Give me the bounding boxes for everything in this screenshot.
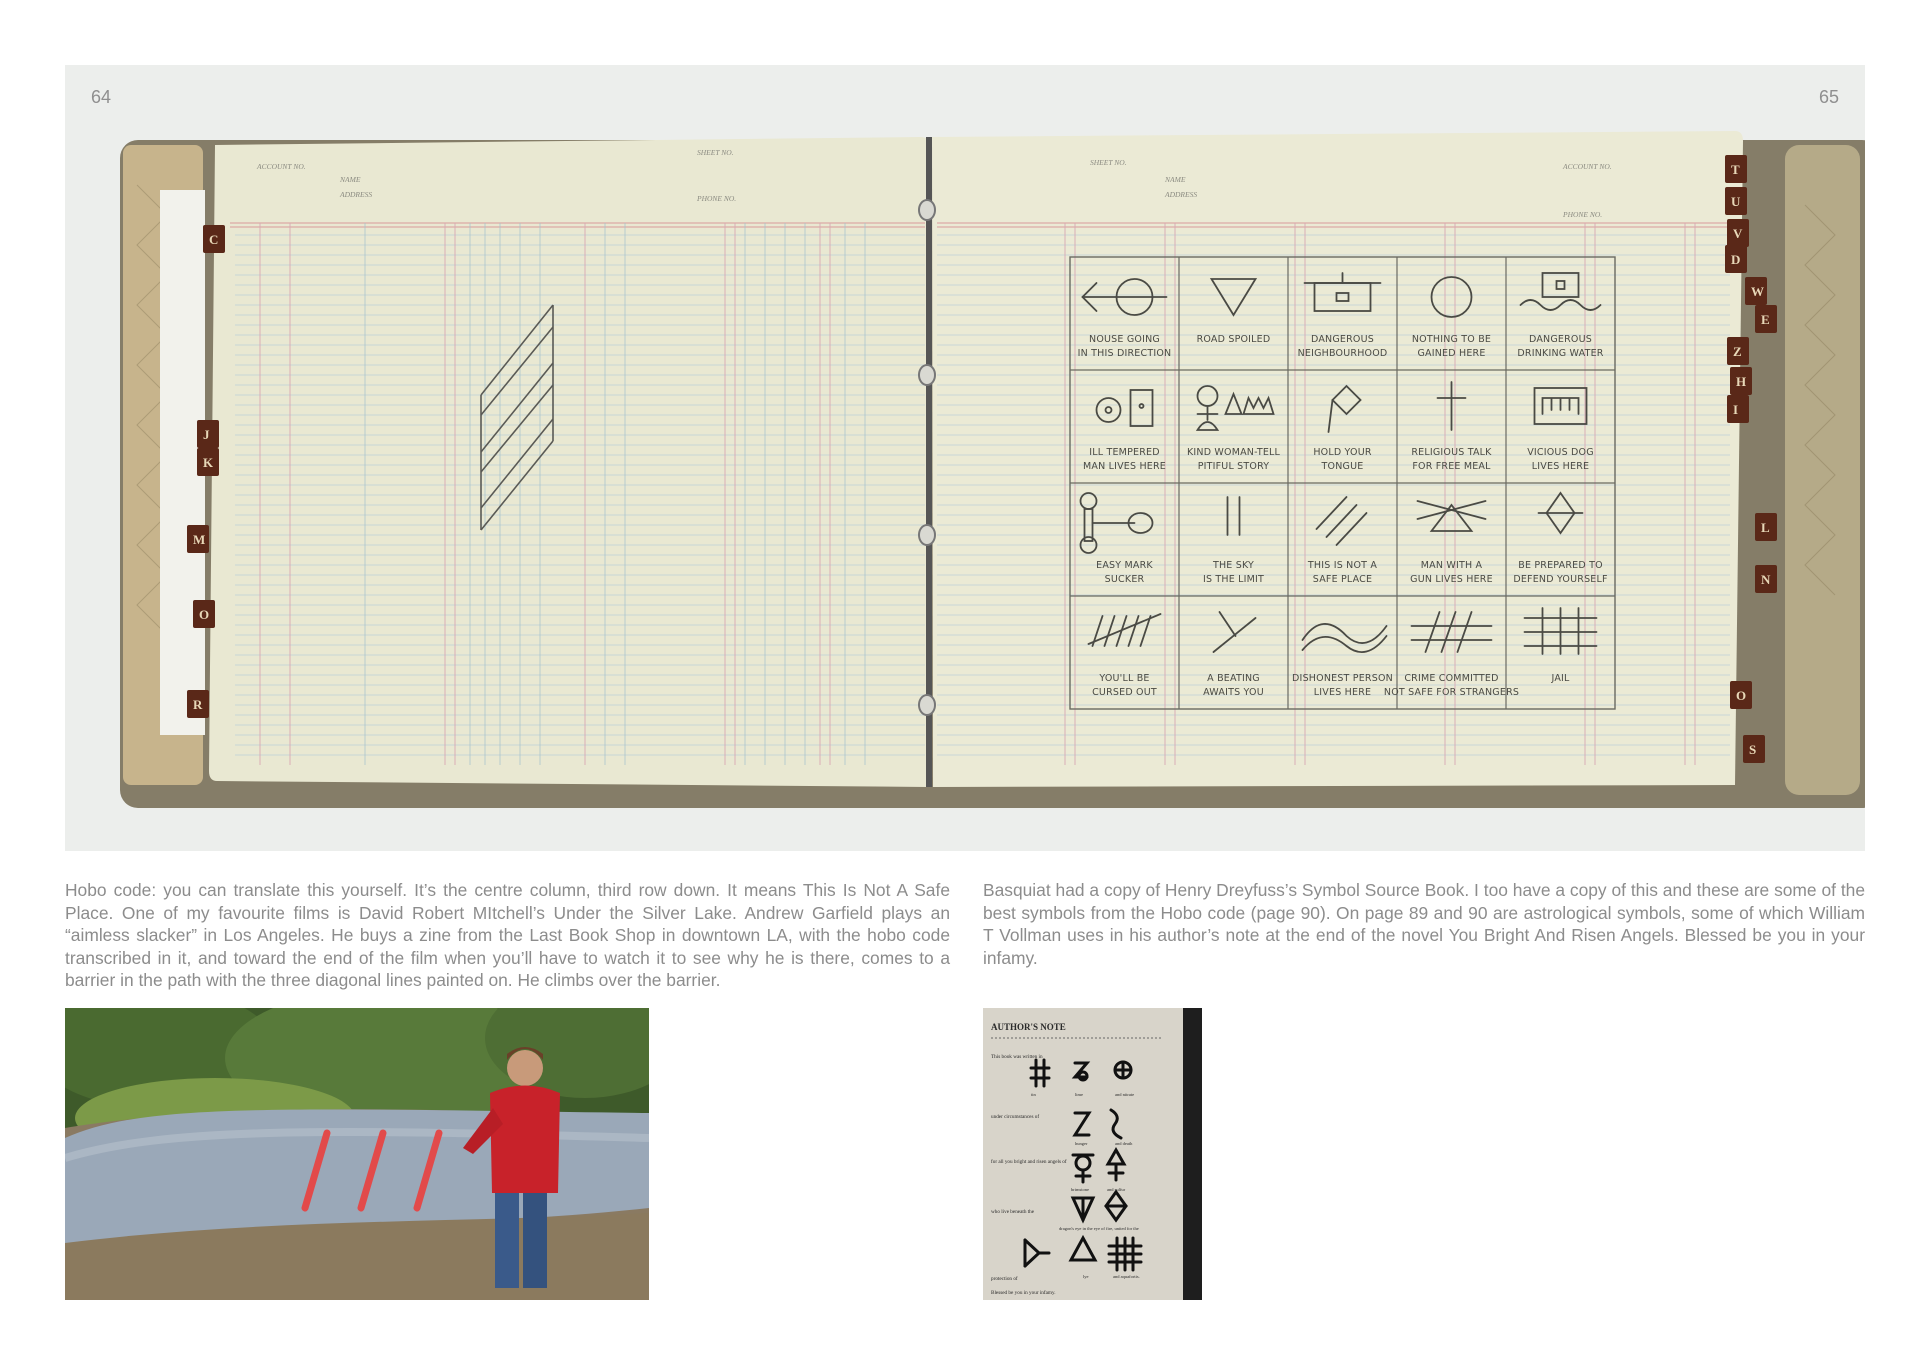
symbol-label-line2: DEFEND YOURSELF (1513, 574, 1608, 585)
symbol-label-line2: FOR FREE MEAL (1412, 461, 1491, 472)
symbol-label-line1: RELIGIOUS TALK (1411, 447, 1492, 458)
glyph-label-aquafortis: and aquafortis. (1113, 1274, 1140, 1279)
symbol-label-line2: LIVES HERE (1313, 687, 1372, 698)
glyph-label-tin: tin (1031, 1092, 1036, 1097)
tab-letter: C (209, 232, 219, 247)
index-tab (193, 600, 215, 628)
index-tab (1730, 681, 1752, 709)
symbol-label-line2: MAN LIVES HERE (1082, 461, 1167, 472)
note-line-1: This book was written in (991, 1054, 1043, 1060)
symbol-label-line2: TONGUE (1321, 461, 1364, 472)
index-tab (1755, 305, 1777, 333)
symbol-label-line1: DANGEROUS (1311, 334, 1374, 345)
symbol-label-line2: LIVES HERE (1531, 461, 1590, 472)
left-sheet-label: SHEET NO. (697, 148, 734, 157)
symbol-label-line2: NOT SAFE FOR STRANGERS (1383, 687, 1520, 698)
page-number-right: 65 (1818, 87, 1839, 107)
tab-letter: D (1731, 252, 1741, 267)
tab-letter: I (1733, 402, 1739, 417)
symbol-label-line2: GUN LIVES HERE (1410, 574, 1493, 585)
authors-note-photo (983, 1008, 1202, 1300)
symbol-label-line1: NOUSE GOING (1089, 334, 1160, 345)
symbol-label-line1: NOTHING TO BE (1411, 334, 1492, 345)
tab-letter: R (193, 697, 203, 712)
symbol-label-line2: SUCKER (1104, 574, 1145, 585)
index-tab (1725, 187, 1747, 215)
index-tab (203, 225, 225, 253)
right-phone-label: PHONE NO. (1563, 210, 1603, 219)
right-name-label: NAME (1165, 175, 1186, 184)
symbol-label-line1: ILL TEMPERED (1089, 447, 1160, 458)
left-phone-label: PHONE NO. (697, 194, 737, 203)
symbol-label-line2: SAFE PLACE (1312, 574, 1373, 585)
nitrate-glyph-icon (1115, 1062, 1131, 1078)
symbol-label-line1: BE PREPARED TO (1518, 560, 1603, 571)
symbol-label-line2: DRINKING WATER (1517, 348, 1604, 359)
tab-letter: O (199, 607, 210, 622)
index-tab (1725, 155, 1747, 183)
tab-letter: N (1761, 572, 1771, 587)
symbol-label-line1: KIND WOMAN-TELL (1186, 447, 1281, 458)
index-tab (1730, 367, 1752, 395)
symbol-label-line1: THIS IS NOT A (1307, 560, 1378, 571)
left-address-label: ADDRESS (340, 190, 373, 199)
note-line-4: who live beneath the (991, 1209, 1035, 1215)
glyph-label-brimstone: brimstone (1071, 1187, 1089, 1192)
index-tab (187, 525, 209, 553)
tab-letter: J (203, 427, 210, 442)
index-tab (1745, 277, 1767, 305)
caption-left: Hobo code: you can translate this yourself. It’s the centre column, third row down. It means This Is Not A Safe Place. One of my favourite films is David Robert MItchell’s Under the Silver Lake. Andrew Garfield plays an “aimless slacker” in Los Angeles. He buys a zine from the Last Book Shop in downtown LA, with the hobo code transcribed in it, and toward the end of the film when you’ll have to watch it to see why he is there, comes to a barrier in the path with the three diagonal lines painted on. He climbs over the barrier. (65, 880, 950, 991)
note-line-3: for all you bright and risen angels of (991, 1159, 1067, 1165)
left-ledger-page (209, 137, 931, 787)
symbol-label-line1: CRIME COMMITTED (1404, 673, 1499, 684)
symbol-label-line1: A BEATING (1207, 673, 1260, 684)
ledger-illustration (65, 65, 1865, 851)
symbol-label-line2: IS THE LIMIT (1202, 574, 1265, 585)
index-tab (187, 690, 209, 718)
right-sheet-label: SHEET NO. (1090, 158, 1127, 167)
index-tab (1743, 735, 1765, 763)
glyph-label-death: and death (1115, 1141, 1133, 1146)
glyph-label-dragons-eye: dragon's eye in the eye of fire, united for the (1059, 1226, 1139, 1231)
tab-letter: V (1733, 226, 1743, 241)
glyph-label-nitrate: and nitrate (1115, 1092, 1135, 1097)
right-account-label: ACCOUNT NO. (1563, 162, 1612, 171)
glyph-label-lye: lye (1083, 1274, 1089, 1279)
glyph-label-hunger: hunger (1075, 1141, 1088, 1146)
left-name-label: NAME (340, 175, 361, 184)
symbol-label-line1: YOU'LL BE (1099, 673, 1150, 684)
page-number-left: 64 (91, 87, 112, 107)
tab-letter: L (1761, 520, 1770, 535)
glyph-label-sulfur: and sulfur (1107, 1187, 1126, 1192)
symbol-label-line1: DANGEROUS (1529, 334, 1592, 345)
tab-letter: Z (1733, 344, 1742, 359)
tab-letter: E (1761, 312, 1770, 327)
symbol-label-line2: NEIGHBOURHOOD (1297, 348, 1388, 359)
symbol-label-line2: AWAITS YOU (1203, 687, 1264, 698)
tab-letter: M (193, 532, 206, 547)
note-line-6: Blessed be you in your infamy. (991, 1290, 1056, 1296)
symbol-label-line2: CURSED OUT (1092, 687, 1157, 698)
note-line-2: under circumstances of (991, 1114, 1040, 1120)
symbol-label-line1: HOLD YOUR (1313, 447, 1372, 458)
left-account-label: ACCOUNT NO. (257, 162, 306, 171)
tab-letter: K (203, 455, 214, 470)
symbol-label-line1: EASY MARK (1096, 560, 1153, 571)
symbol-label-line1: ROAD SPOILED (1196, 334, 1271, 345)
tab-letter: H (1736, 374, 1747, 389)
index-tab (197, 448, 219, 476)
index-tab (1755, 565, 1777, 593)
right-address-label: ADDRESS (1165, 190, 1198, 199)
tab-letter: T (1731, 162, 1740, 177)
authors-note-title: AUTHOR'S NOTE (991, 1022, 1066, 1032)
caption-right: Basquiat had a copy of Henry Dreyfuss’s Symbol Source Book. I too have a copy of this and these are some of the best symbols from the Hobo code (page 90). On page 89 and 90 are astrological symbols, some of which William T Vollman uses in his author’s note at the end of the novel You Bright And Risen Angels. Blessed be you in your infamy. (983, 880, 1865, 968)
note-line-5: protection of (991, 1276, 1018, 1282)
glyph-label-lime: lime (1075, 1092, 1083, 1097)
symbol-label-line2: PITIFUL STORY (1197, 461, 1270, 472)
index-tab (1727, 395, 1749, 423)
symbol-label-line1: JAIL (1551, 673, 1570, 684)
index-tab (1727, 337, 1749, 365)
symbol-label-line1: MAN WITH A (1420, 560, 1483, 571)
symbol-label-line1: THE SKY (1212, 560, 1255, 571)
tab-letter: O (1736, 688, 1747, 703)
tab-letter: U (1731, 194, 1741, 209)
symbol-label-line1: DISHONEST PERSON (1292, 673, 1393, 684)
film-still-photo (65, 1008, 649, 1300)
symbol-label-line2: GAINED HERE (1417, 348, 1486, 359)
index-tab (1727, 219, 1749, 247)
tab-letter: S (1749, 742, 1757, 757)
index-tab (1725, 245, 1747, 273)
index-tab (1755, 513, 1777, 541)
symbol-label-line2: IN THIS DIRECTION (1077, 348, 1172, 359)
index-tab (197, 420, 219, 448)
tab-letter: W (1751, 284, 1764, 299)
ledger-photo (65, 65, 1865, 851)
symbol-label-line1: VICIOUS DOG (1527, 447, 1594, 458)
